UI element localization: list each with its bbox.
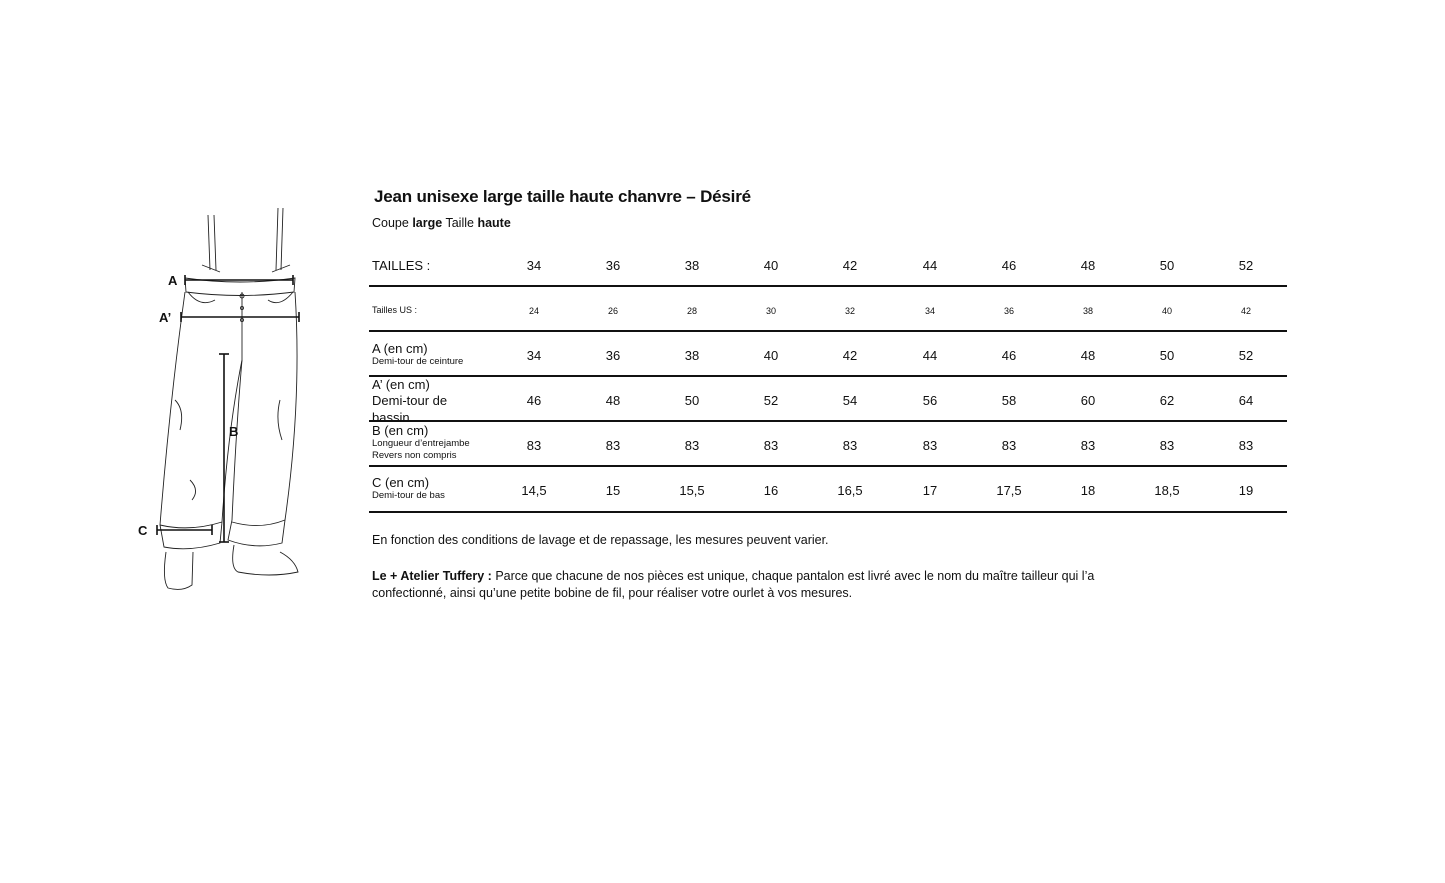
row-label (372, 377, 472, 426)
table-cell: 62 (1159, 393, 1175, 408)
table-cell: 15,5 (679, 483, 705, 498)
table-cell: 28 (686, 306, 698, 316)
table-cell: 83 (1080, 438, 1096, 453)
table-cell: 56 (922, 393, 938, 408)
table-cell: 24 (528, 306, 540, 316)
table-cell: 16 (763, 483, 779, 498)
table-cell: 83 (1001, 438, 1017, 453)
table-cell: 19 (1238, 483, 1254, 498)
table-row (369, 422, 1287, 467)
table-row (369, 287, 1287, 332)
row-label-text: Tailles US : (372, 305, 418, 315)
table-cell: 40 (1161, 306, 1173, 316)
table-cell: 64 (1238, 393, 1254, 408)
atelier-note (372, 568, 1152, 602)
table-cell: 48 (605, 393, 621, 408)
table-cell: 42 (1240, 306, 1252, 316)
jeans-illustration (130, 200, 315, 595)
coupe-label: Coupe (372, 216, 409, 230)
coupe-value: large (412, 216, 443, 230)
table-cell: 83 (842, 438, 858, 453)
table-cell: 34 (526, 258, 542, 273)
washing-note: En fonction des conditions de lavage et de repassage, les mesures peuvent varier. (372, 533, 829, 547)
table-row (369, 377, 1287, 425)
row-sublabel: Demi-tour de bas (372, 490, 445, 501)
size-table (369, 244, 1287, 513)
table-cell: 36 (605, 258, 621, 273)
table-cell: 38 (1082, 306, 1094, 316)
row-label (372, 423, 470, 462)
row-label-text: A’ (en cm) (372, 377, 430, 392)
table-cell: 26 (607, 306, 619, 316)
page-title: Jean unisexe large taille haute chanvre – Désiré (374, 187, 751, 206)
table-cell: 18 (1080, 483, 1096, 498)
table-cell: 42 (842, 258, 858, 273)
row-label-text: B (en cm) (372, 423, 429, 438)
table-cell: 50 (1159, 348, 1175, 363)
table-cell: 34 (526, 348, 542, 363)
taille-value: haute (477, 216, 511, 230)
subtitle (372, 216, 511, 230)
table-cell: 34 (924, 306, 936, 316)
atelier-text: Parce que chacune de nos pièces est unique, chaque pantalon est livré avec le nom du maître tailleur qui l’a confectionné, ainsi qu’une petite bobine de fil, pour réaliser votre ourlet à vos mesures. (372, 569, 1095, 600)
table-cell: 54 (842, 393, 858, 408)
table-cell: 83 (1238, 438, 1254, 453)
table-cell: 44 (922, 258, 938, 273)
table-cell: 83 (605, 438, 621, 453)
row-label (372, 305, 417, 315)
row-label (372, 475, 445, 502)
table-row (369, 244, 1287, 287)
table-cell: 83 (922, 438, 938, 453)
table-cell: 48 (1080, 258, 1096, 273)
table-cell: 52 (1238, 258, 1254, 273)
table-cell: 46 (1001, 258, 1017, 273)
row-sublabel-2: Revers non compris (372, 450, 457, 461)
row-label-text: A (en cm) (372, 341, 428, 356)
table-cell: 44 (922, 348, 938, 363)
label-a-prime: A’ (159, 310, 172, 325)
table-cell: 58 (1001, 393, 1017, 408)
table-cell: 32 (844, 306, 856, 316)
table-row (369, 332, 1287, 377)
table-cell: 17 (922, 483, 938, 498)
table-cell: 83 (763, 438, 779, 453)
row-label (372, 341, 463, 368)
table-cell: 17,5 (996, 483, 1022, 498)
row-label (372, 258, 430, 273)
table-cell: 52 (1238, 348, 1254, 363)
table-cell: 83 (526, 438, 542, 453)
row-label-text: C (en cm) (372, 475, 430, 490)
table-cell: 83 (684, 438, 700, 453)
table-cell: 36 (1003, 306, 1015, 316)
table-cell: 18,5 (1154, 483, 1180, 498)
atelier-label: Le + Atelier Tuffery : (372, 569, 492, 583)
table-cell: 38 (684, 348, 700, 363)
table-cell: 40 (763, 258, 779, 273)
table-cell: 30 (765, 306, 777, 316)
table-cell: 50 (684, 393, 700, 408)
table-row (369, 467, 1287, 513)
table-cell: 60 (1080, 393, 1096, 408)
row-sublabel: Demi-tour de ceinture (372, 356, 464, 367)
table-cell: 46 (526, 393, 542, 408)
table-cell: 42 (842, 348, 858, 363)
table-cell: 48 (1080, 348, 1096, 363)
table-cell: 16,5 (837, 483, 863, 498)
table-cell: 46 (1001, 348, 1017, 363)
row-sublabel: Demi-tour de bassin (372, 393, 448, 425)
table-cell: 83 (1159, 438, 1175, 453)
label-b: B (229, 424, 239, 439)
row-sublabel: Longueur d’entrejambe (372, 438, 470, 449)
table-cell: 38 (684, 258, 700, 273)
label-a: A (168, 273, 178, 288)
label-c: C (138, 523, 148, 538)
table-cell: 14,5 (521, 483, 547, 498)
row-label-text: TAILLES : (372, 258, 431, 273)
taille-label: Taille (445, 216, 474, 230)
table-cell: 36 (605, 348, 621, 363)
table-cell: 50 (1159, 258, 1175, 273)
table-cell: 52 (763, 393, 779, 408)
table-cell: 15 (605, 483, 621, 498)
table-cell: 40 (763, 348, 779, 363)
